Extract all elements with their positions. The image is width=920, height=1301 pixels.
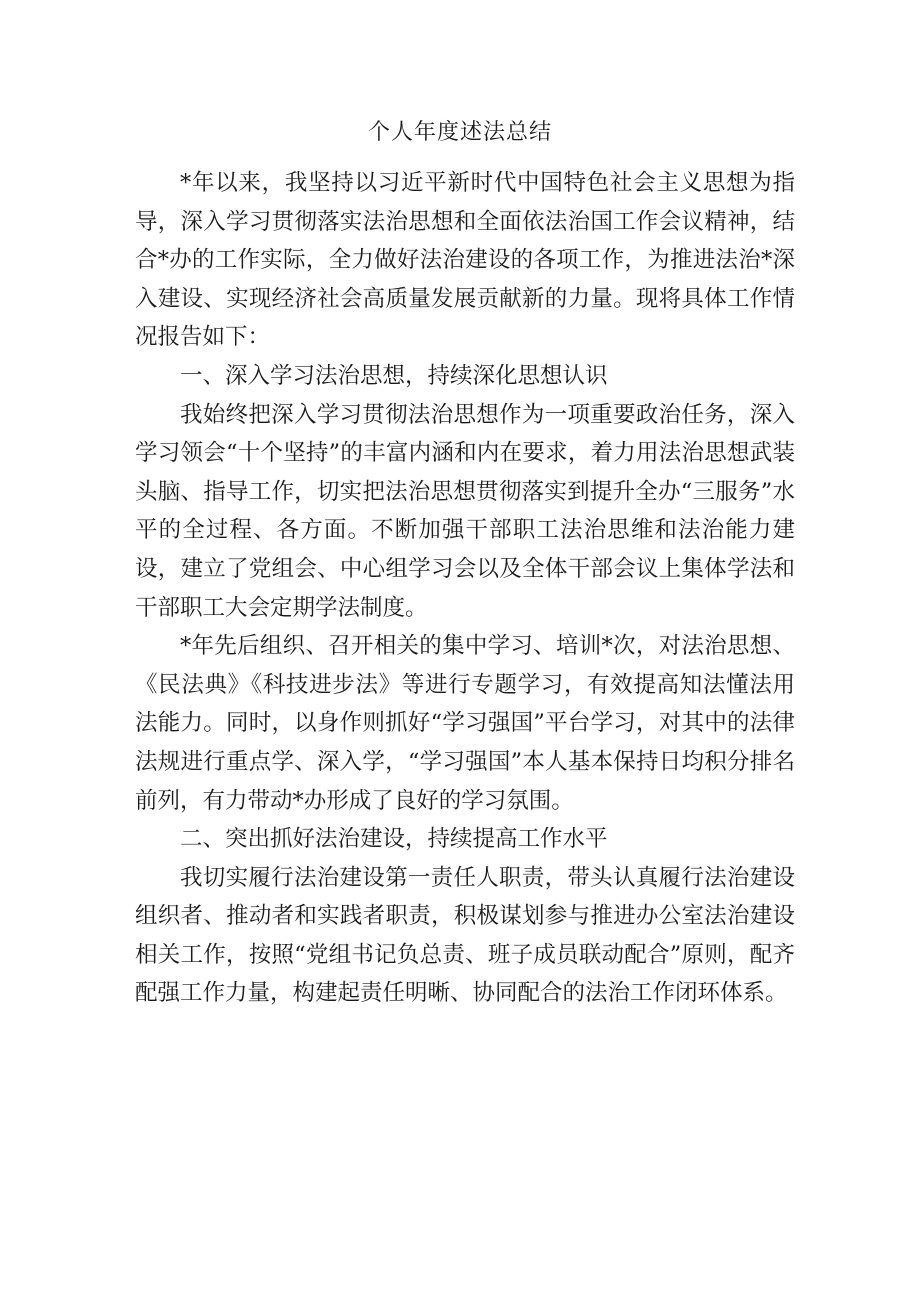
intro-paragraph: *年以来，我坚持以习近平新时代中国特色社会主义思想为指导，深入学习贯彻落实法治思想和全面依法治国工作会议精神，结合*办的工作实际，全力做好法治建设的各项工作，为推进法治*深入建设、实现经济社会高质量发展贡献新的力量。现将具体工作情况报告如下： <box>135 170 795 351</box>
document-body <box>135 164 795 1013</box>
document-title: 个人年度述法总结 <box>367 120 552 145</box>
section-heading-2: 二、突出抓好法治建设，持续提高工作水平 <box>180 826 608 853</box>
section-2-paragraph-1: 我切实履行法治建设第一责任人职责，带头认真履行法治建设组织者、推动者和实践者职责，积极谋划参与推进办公室法治建设相关工作，按照“党组书记负总责、班子成员联动配合”原则，配齐配强工作力量，构建起责任明晰、协同配合的法治工作闭环体系。 <box>135 864 795 1007</box>
section-1-paragraph-2: *年先后组织、召开相关的集中学习、培训*次，对法治思想、《民法典》《科技进步法》等进行专题学习，有效提高知法懂法用法能力。同时，以身作则抓好“学习强国”平台学习，对其中的法律法规进行重点学、深入学，“学习强国”本人基本保持日均积分排名前列，有力带动*办形成了良好的学习氛围。 <box>135 633 795 814</box>
section-heading-1: 一、深入学习法治思想，持续深化思想认识 <box>180 362 608 389</box>
section-1-paragraph-1: 我始终把深入学习贯彻法治思想作为一项重要政治任务，深入学习领会“十个坚持”的丰富内涵和内在要求，着力用法治思想武装头脑、指导工作，切实把法治思想贯彻落实到提升全办“三服务”水平的全过程、各方面。不断加强干部职工法治思维和法治能力建设，建立了党组会、中心组学习会以及全体干部会议上集体学法和干部职工大会定期学法制度。 <box>135 401 795 621</box>
